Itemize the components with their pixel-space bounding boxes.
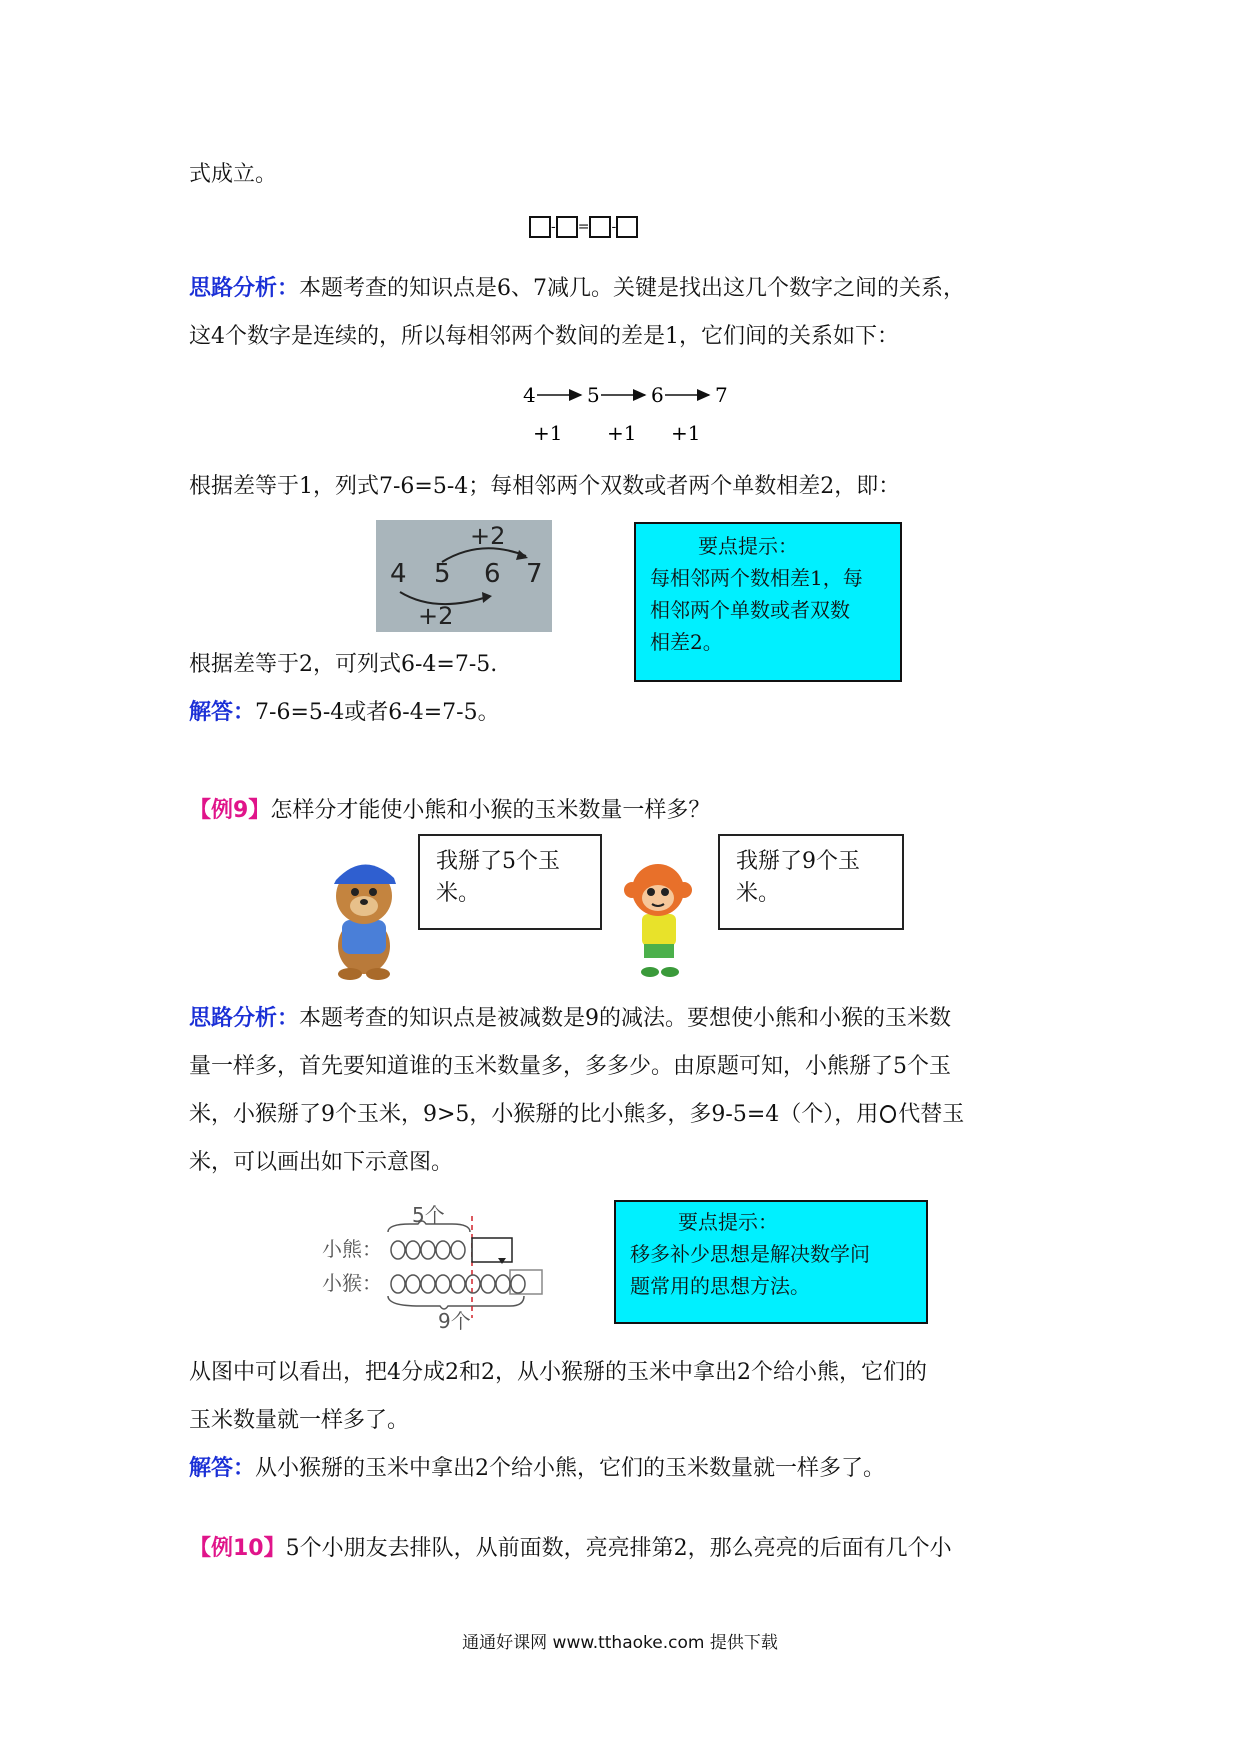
corn-circle <box>451 1241 465 1259</box>
sequence-diagram <box>519 380 779 450</box>
tip-box <box>614 1200 928 1324</box>
corn-circle <box>511 1275 525 1293</box>
corn-circle <box>421 1241 435 1259</box>
corn-circle <box>391 1275 405 1293</box>
answer-label: 解答： <box>189 1456 256 1481</box>
example-tag: 【例9】 <box>189 798 271 823</box>
circle-symbol-icon <box>880 1105 896 1123</box>
photo-num: 4 <box>390 559 407 589</box>
seq-step: +1 <box>671 421 701 445</box>
diff2-line: 根据差等于2，可列式6-4=7-5. <box>189 652 498 677</box>
tip-box <box>634 522 902 682</box>
seq-num: 6 <box>651 383 664 407</box>
answer-line: 解答：7-6=5-4或者6-4=7-5。 <box>189 700 500 725</box>
corn-circle <box>451 1275 465 1293</box>
conclusion-line: 玉米数量就一样多了。 <box>189 1408 410 1433</box>
seq-num: 5 <box>587 383 600 407</box>
analysis-line: 米，可以画出如下示意图。 <box>189 1150 454 1175</box>
tip-line: 移多补少思想是解决数学问 <box>630 1242 870 1266</box>
photo-bottom-label: +2 <box>418 602 454 630</box>
conclusion-line: 从图中可以看出，把4分成2和2，从小猴掰的玉米中拿出2个给小熊，它们的 <box>189 1360 927 1385</box>
corn-circle <box>436 1275 450 1293</box>
blank-box <box>589 216 611 238</box>
corn-circle <box>391 1241 405 1259</box>
seq-num: 4 <box>523 383 536 407</box>
diagram-bottom-label: 9个 <box>438 1309 471 1332</box>
plus-two-photo <box>376 520 552 632</box>
analysis-line: 量一样多，首先要知道谁的玉米数量多，多多少。由原题可知，小熊掰了5个玉 <box>189 1054 951 1079</box>
monkey-speech-bubble: 我掰了9个玉 米。 <box>718 834 904 930</box>
blank-box <box>556 216 578 238</box>
box-equation: - = - <box>529 216 638 238</box>
tip-line: 相差2。 <box>650 630 723 654</box>
corn-circle <box>421 1275 435 1293</box>
corn-circle <box>406 1241 420 1259</box>
monkey-illustration <box>618 848 698 978</box>
diagram-top-label: 5个 <box>412 1203 445 1227</box>
corn-circle <box>436 1241 450 1259</box>
bear-illustration <box>322 850 406 980</box>
diagram-monkey-label: 小猴： <box>322 1271 382 1295</box>
analysis-label: 思路分析： <box>189 276 300 301</box>
photo-num: 6 <box>484 559 501 589</box>
corn-circle <box>481 1275 495 1293</box>
tip-line: 每相邻两个数相差1，每 <box>650 566 863 590</box>
example-9-question: 【例9】怎样分才能使小熊和小猴的玉米数量一样多？ <box>189 798 711 823</box>
answer-label: 解答： <box>189 700 256 725</box>
diff1-line: 根据差等于1，列式7-6=5-4；每相邻两个双数或者两个单数相差2，即： <box>189 474 901 499</box>
photo-num: 5 <box>434 559 451 589</box>
corn-diagram <box>320 1200 560 1332</box>
seq-step: +1 <box>533 421 563 445</box>
page-footer: 通通好课网 www.tthaoke.com 提供下载 <box>462 1633 778 1653</box>
example-tag: 【例10】 <box>189 1536 286 1561</box>
tip-line: 题常用的思想方法。 <box>630 1274 810 1298</box>
tip-title: 要点提示： <box>698 534 798 558</box>
continued-text: 式成立。 <box>189 162 278 187</box>
tip-line: 相邻两个单数或者双数 <box>650 598 850 622</box>
blank-box <box>616 216 638 238</box>
example-10-question: 【例10】5个小朋友去排队，从前面数，亮亮排第2，那么亮亮的后面有几个小 <box>189 1536 952 1561</box>
photo-num: 7 <box>526 559 543 589</box>
diagram-bear-label: 小熊： <box>322 1237 382 1261</box>
bear-speech-bubble: 我掰了5个玉 米。 <box>418 834 602 930</box>
blank-box <box>529 216 551 238</box>
answer-line: 解答：从小猴掰的玉米中拿出2个给小熊，它们的玉米数量就一样多了。 <box>189 1456 886 1481</box>
seq-step: +1 <box>607 421 637 445</box>
seq-num: 7 <box>715 383 728 407</box>
analysis-line: 这4个数字是连续的，所以每相邻两个数间的差是1，它们间的关系如下： <box>189 324 899 349</box>
corn-circle <box>466 1275 480 1293</box>
corn-circle <box>496 1275 510 1293</box>
analysis-paragraph: 思路分析：本题考查的知识点是6、7减几。关键是找出这几个数字之间的关系， <box>189 276 966 301</box>
analysis-paragraph: 思路分析：本题考查的知识点是被减数是9的减法。要想使小熊和小猴的玉米数 <box>189 1006 952 1031</box>
corn-circle <box>406 1275 420 1293</box>
analysis-line: 米，小猴掰了9个玉米，9>5，小猴掰的比小熊多，多9-5=4（个），用 代替玉 <box>189 1102 965 1127</box>
photo-top-label: +2 <box>470 522 506 550</box>
analysis-label: 思路分析： <box>189 1006 300 1031</box>
tip-title: 要点提示： <box>678 1210 778 1234</box>
